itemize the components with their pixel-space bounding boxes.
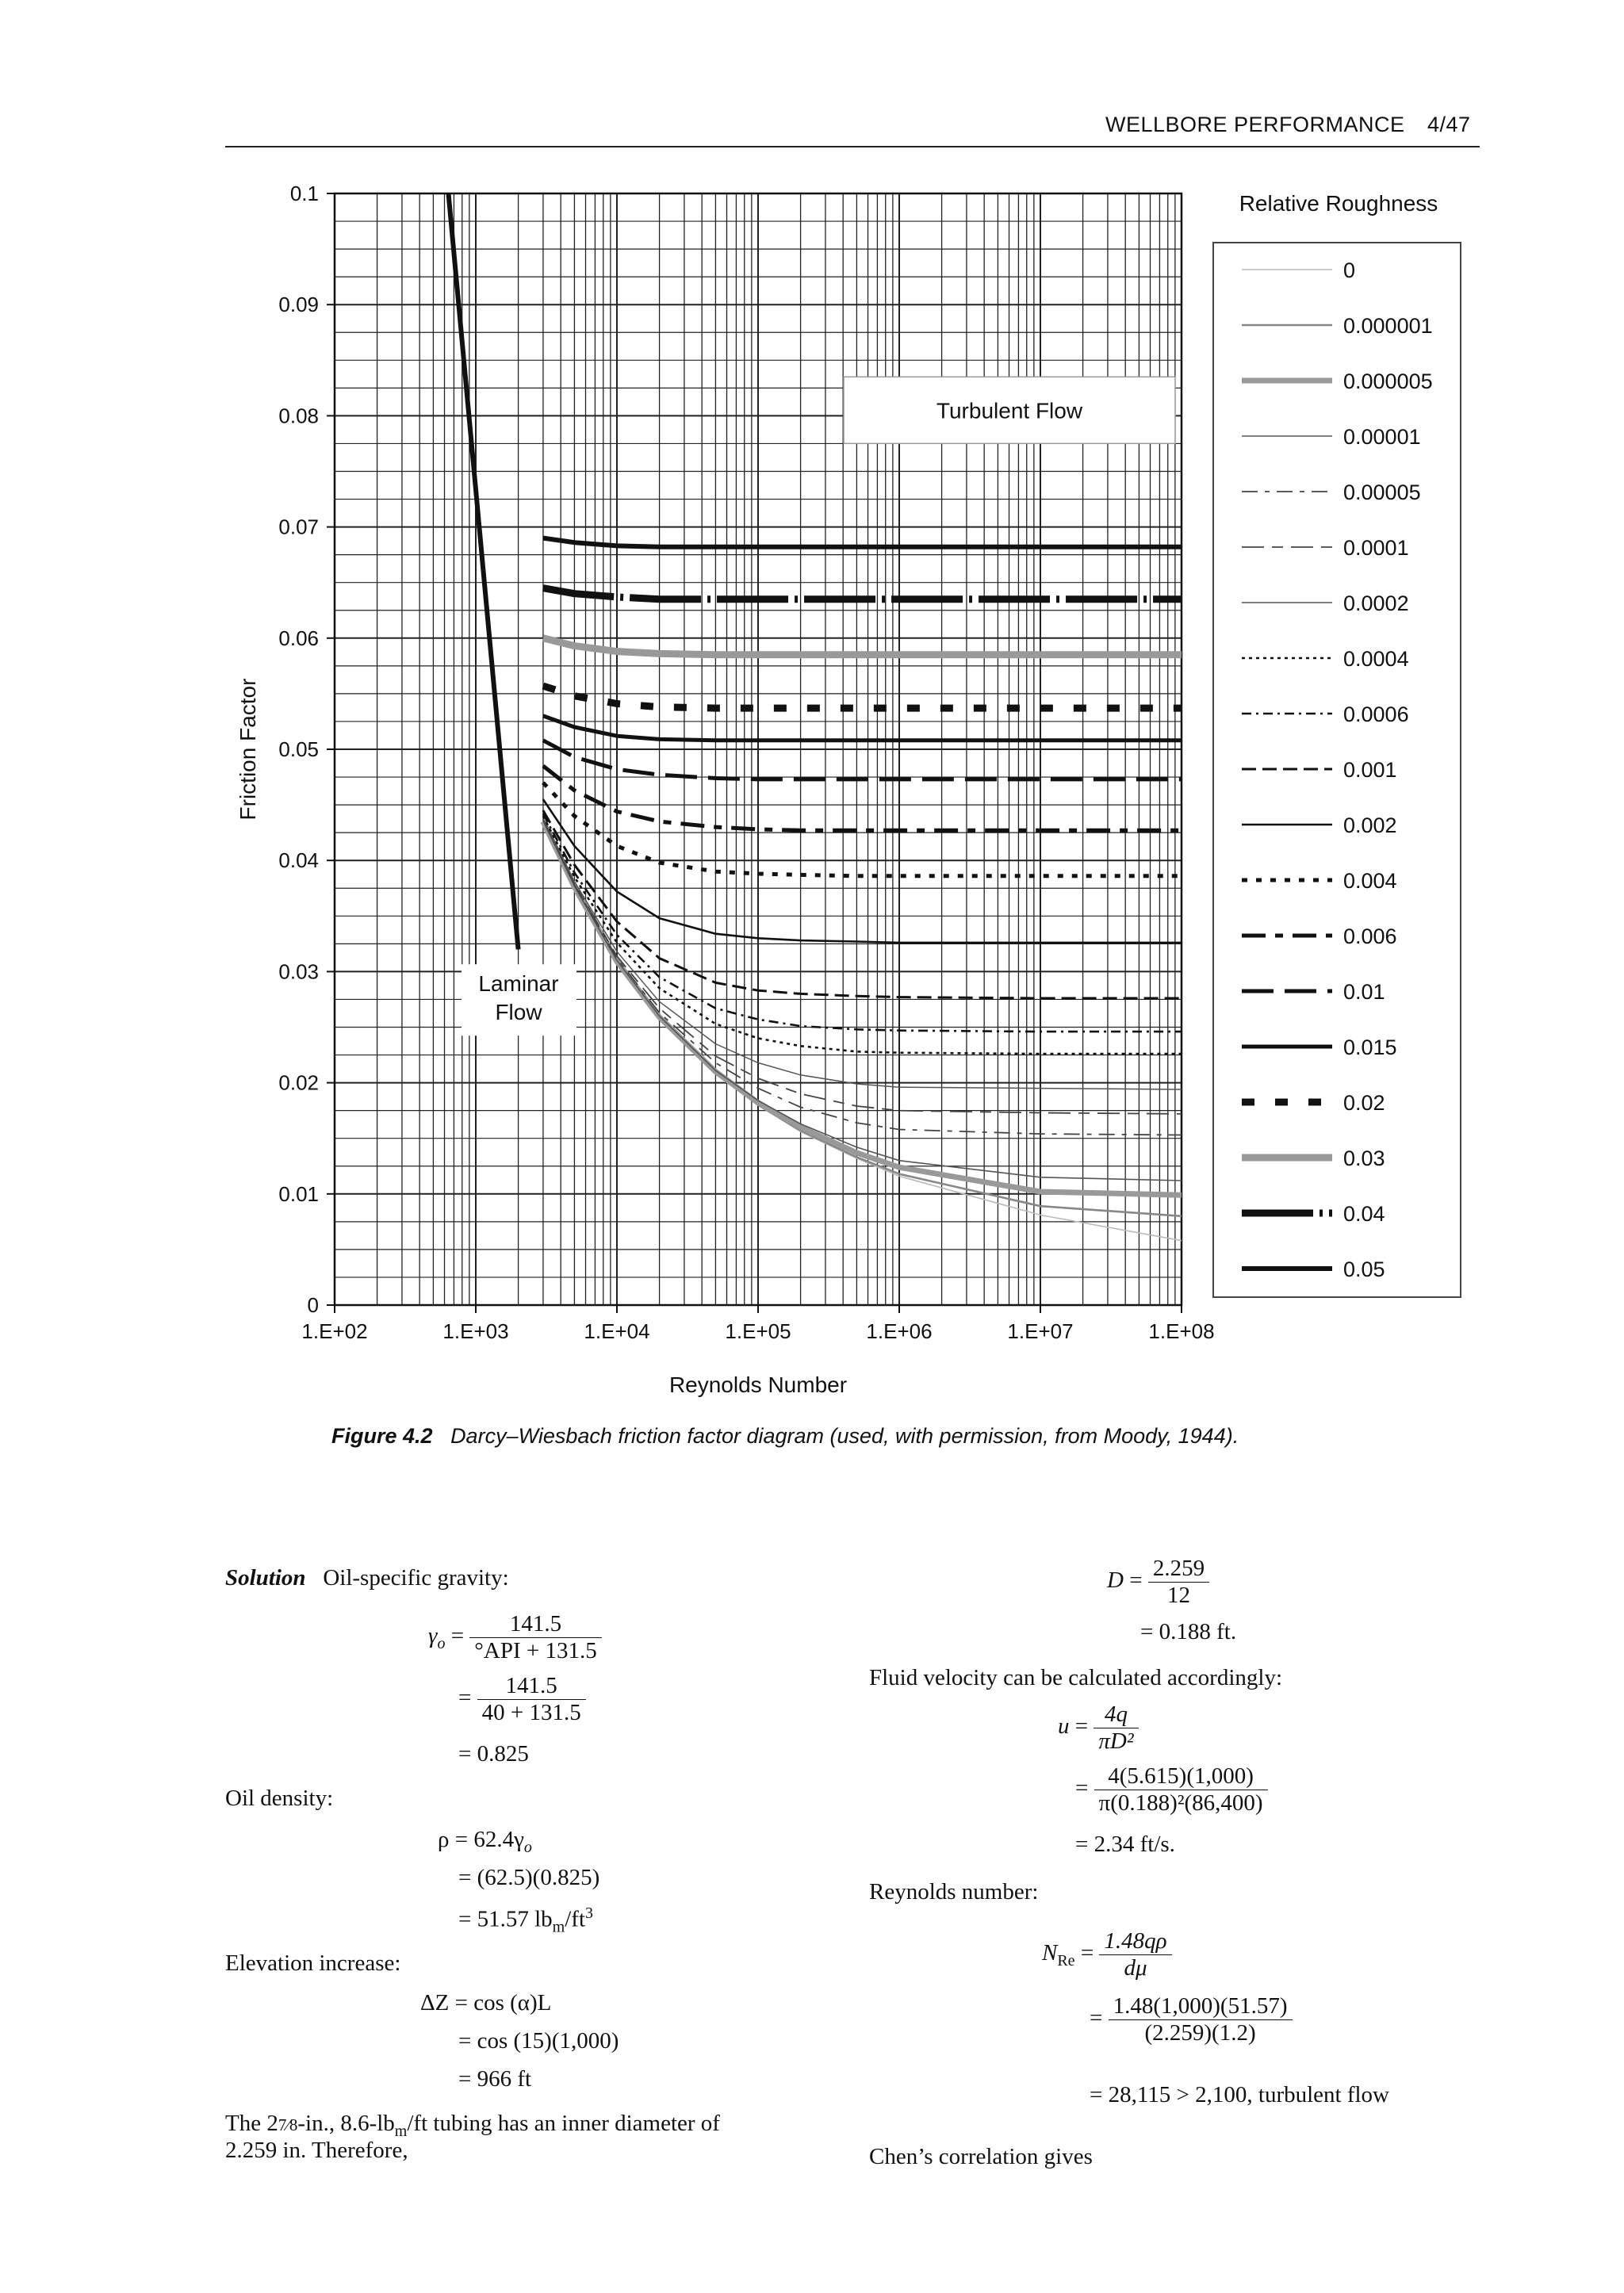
rho-3-tail: /ft: [565, 1906, 586, 1932]
y-tick-label: 0.06: [278, 626, 319, 650]
y-tick-label: 0.01: [278, 1181, 319, 1206]
N-fraction-1: [1099, 1928, 1171, 1981]
rho-equation-2: = (62.5)(0.825): [458, 1865, 600, 1890]
rho-3-sub: m: [552, 1918, 565, 1936]
rho-1: ρ = 62.4γ: [438, 1827, 524, 1852]
x-tick-label: 1.E+05: [725, 1319, 791, 1343]
u-fraction-2: [1094, 1763, 1268, 1816]
laminar-label: Laminar: [478, 971, 559, 997]
legend-label: 0.05: [1343, 1258, 1385, 1281]
x-tick-label: 1.E+06: [866, 1319, 933, 1343]
legend-label: 0.0006: [1343, 702, 1409, 726]
solution-line: [225, 1564, 509, 1592]
oil-density-label: Oil density:: [225, 1786, 334, 1811]
N-equation-1: $N_{Re}$ = $\frac{1.48q\rho}{d\mu}$: [1042, 1928, 1172, 1981]
gamma-equation-1: $\gamma_o$ = $\frac{141.5}{\text{°API + 131.5}}$: [428, 1611, 602, 1664]
y-tick-label: 0.04: [278, 848, 319, 873]
legend-label: 0: [1343, 258, 1356, 282]
tubing-paragraph-line-2: 2.259 in. Therefore,: [225, 2138, 408, 2163]
rho-3: = 51.57 lb: [458, 1906, 553, 1932]
legend-label: 0.02: [1343, 1091, 1385, 1115]
tubing-frac: 7⁄8: [278, 2115, 298, 2134]
legend-label: 0.002: [1343, 813, 1397, 837]
running-header-section: WELLBORE PERFORMANCE: [1105, 113, 1405, 136]
tubing-a: The 2: [225, 2111, 278, 2136]
elevation-label: Elevation increase:: [225, 1950, 401, 1976]
gamma-fraction-1: [469, 1611, 601, 1664]
u-den-2: π(0.188)²(86,400): [1098, 1790, 1263, 1816]
chart-legend: [1213, 191, 1461, 1297]
y-tick-label: 0.09: [278, 293, 319, 317]
legend-label: 0.000005: [1343, 369, 1433, 393]
legend-label: 0.004: [1343, 869, 1397, 893]
N-var: N: [1042, 1940, 1058, 1966]
rho-3-sup: 3: [585, 1904, 594, 1922]
legend-label: 0.001: [1343, 758, 1397, 782]
y-tick-label: 0.05: [278, 737, 319, 761]
legend-label: 0.04: [1343, 1202, 1385, 1226]
u-num: 4q: [1094, 1702, 1138, 1728]
x-tick-label: 1.E+03: [442, 1319, 509, 1343]
N-num: 1.48qρ: [1099, 1928, 1171, 1955]
gamma-den-2: 40 + 131.5: [481, 1700, 581, 1725]
laminar-label: Flow: [495, 1000, 542, 1025]
x-tick-label: 1.E+08: [1148, 1319, 1215, 1343]
tubing-c: /ft tubing has an inner diameter of: [407, 2111, 720, 2136]
legend-label: 0.015: [1343, 1035, 1397, 1059]
D-num: 2.259: [1148, 1556, 1209, 1583]
gamma-var: γ: [428, 1623, 438, 1649]
D-fraction: [1148, 1556, 1209, 1609]
rho-equation-1: [438, 1827, 532, 1857]
u-num-2: 4(5.615)(1,000): [1094, 1763, 1268, 1790]
legend-label: 0.00005: [1343, 480, 1421, 504]
y-tick-label: 0.07: [278, 515, 319, 539]
dz-equation-3: = 966 ft: [458, 2066, 532, 2092]
N-den-2: (2.259)(1.2): [1144, 2020, 1256, 2046]
chen-text: Chen’s correlation gives: [869, 2144, 1093, 2169]
u-fraction-1: [1094, 1702, 1138, 1755]
gamma-sub: o: [437, 1634, 446, 1652]
N-fraction-2: [1109, 1993, 1293, 2046]
gamma-equation-2: = $\frac{141.5}{40 + 131.5}$: [458, 1673, 586, 1726]
figure-caption-text: Darcy–Wiesbach friction factor diagram (used, with permission, from Moody, 1944).: [450, 1424, 1239, 1448]
y-tick-label: 0.02: [278, 1070, 319, 1095]
velocity-text: Fluid velocity can be calculated accordingly:: [869, 1665, 1282, 1690]
gamma-num: 141.5: [469, 1611, 601, 1638]
D-den: 12: [1166, 1583, 1190, 1608]
legend-label: 0.03: [1343, 1146, 1385, 1170]
N-num-2: 1.48(1,000)(51.57): [1109, 1993, 1293, 2020]
legend-label: 0.0004: [1343, 647, 1409, 671]
gamma-result: = 0.825: [458, 1741, 529, 1767]
y-axis-title: Friction Factor: [236, 678, 260, 821]
figure-label: Figure 4.2: [331, 1424, 433, 1448]
dz-equation-2: = cos (15)(1,000): [458, 2028, 619, 2054]
legend-label: 0.000001: [1343, 314, 1433, 338]
u-result: = 2.34 ft/s.: [1075, 1832, 1175, 1857]
D-equation-1: D = $\frac{2.259}{12}$: [1107, 1556, 1209, 1609]
solution-label: Solution: [225, 1565, 306, 1591]
legend-label: 0.0002: [1343, 591, 1409, 615]
y-tick-label: 0.03: [278, 959, 319, 984]
u-den: πD²: [1098, 1728, 1134, 1754]
D-var: D: [1107, 1568, 1124, 1594]
x-tick-label: 1.E+04: [584, 1319, 650, 1343]
gamma-num-2: 141.5: [477, 1673, 586, 1700]
tubing-b: -in., 8.6-lb: [297, 2111, 395, 2136]
solution-text: Oil-specific gravity:: [323, 1565, 509, 1591]
x-tick-label: 1.E+02: [301, 1319, 368, 1343]
y-tick-label: 0.1: [289, 182, 319, 205]
x-tick-label: 1.E+07: [1007, 1319, 1074, 1343]
legend-label: 0.0001: [1343, 536, 1409, 560]
N-den: dμ: [1124, 1955, 1147, 1981]
turbulent-label: Turbulent Flow: [936, 398, 1083, 423]
page-number: 4/47: [1427, 113, 1471, 136]
legend-label: 0.01: [1343, 980, 1385, 1004]
legend-label: 0.006: [1343, 924, 1397, 948]
D-result: = 0.188 ft.: [1140, 1619, 1237, 1644]
x-axis-title: Reynolds Number: [668, 1372, 848, 1397]
N-result: = 28,115 > 2,100, turbulent flow: [1090, 2082, 1389, 2107]
dz-equation-1: ΔZ = cos (α)L: [420, 1990, 552, 2015]
tubing-sub: m: [394, 2122, 408, 2140]
N-equation-2: = $\frac{1.48(1,000)(51.57)}{(2.259)(1.2)}$: [1090, 1993, 1293, 2046]
gamma-den: °API + 131.5: [474, 1638, 597, 1663]
u-equation-2: = $\frac{4(5.615)(1,000)}{\text{π(0.188)²(86,400)}}$: [1075, 1763, 1268, 1816]
figure-caption: [331, 1424, 1239, 1449]
u-equation-1: u = $\frac{4q}{\text{πD²}}$: [1058, 1702, 1139, 1755]
legend-title: Relative Roughness: [1239, 191, 1438, 216]
N-sub: Re: [1057, 1951, 1075, 1970]
y-tick-label: 0.08: [278, 404, 319, 428]
reynolds-label: Reynolds number:: [869, 1879, 1039, 1904]
legend-label: 0.00001: [1343, 425, 1421, 449]
gamma-fraction-2: [477, 1673, 586, 1726]
u-var: u: [1058, 1713, 1070, 1740]
y-tick-label: 0: [307, 1293, 319, 1317]
rho-equation-3: [458, 1904, 593, 1936]
rho-1-sub: o: [523, 1838, 532, 1856]
